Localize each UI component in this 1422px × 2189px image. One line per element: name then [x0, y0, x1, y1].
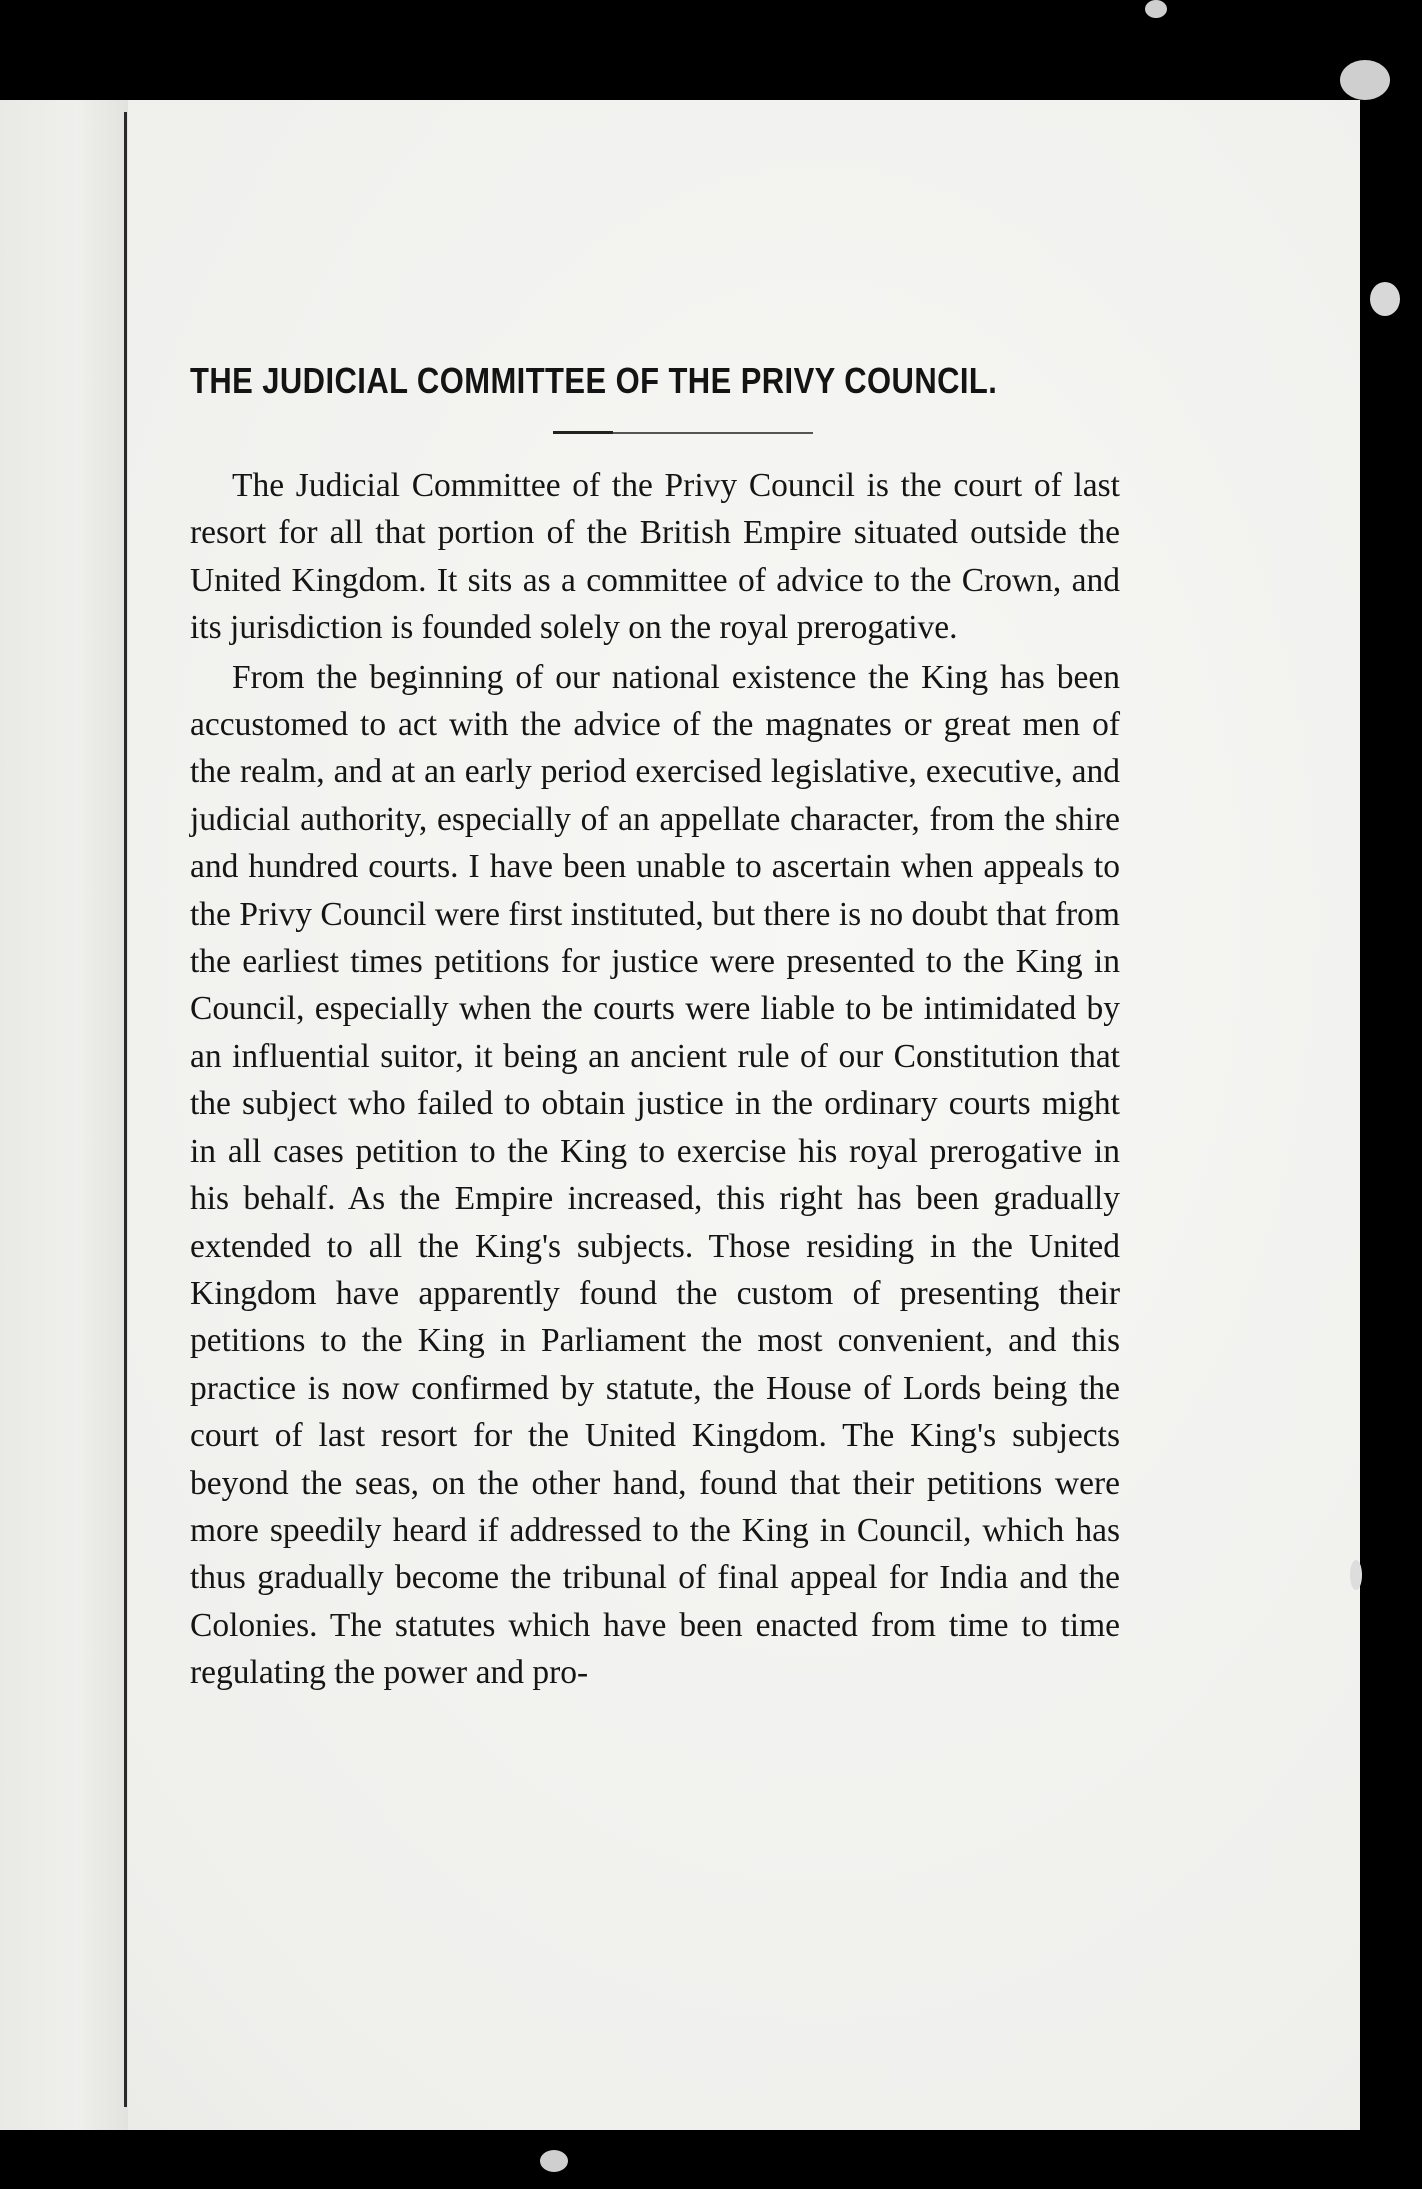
scan-speck [1340, 60, 1390, 100]
scan-speck [1145, 0, 1167, 18]
scan-border-top [0, 0, 1422, 100]
scan-speck [1370, 282, 1400, 316]
paragraph-2: From the beginning of our national existence the King has been accustomed to act with the advice of the magnates or great men of the realm, and at an early period exercised legislative, executive, and judicial authority, especially of an appellate character, from the shire and hundred courts. I have been unable to ascertain when appeals to the Privy Council were first instituted, but there is no doubt that from the earliest times petitions for justice were presented to the King in Council, especially when the courts were liable to be intimidated by an influential suitor, it being an ancient rule of our Constitution that the subject who failed to obtain justice in the ordinary courts might in all cases petition to the King to exercise his royal prerogative in his behalf. As the Empire increased, this right has been gradually extended to all the King's subjects. Those residing in the United Kingdom have apparently found the custom of presenting their petitions to the King in Parliament the most convenient, and this practice is now confirmed by statute, the House of Lords being the court of last resort for the United Kingdom. The King's subjects beyond the seas, on the other hand, found that their petitions were more speedily heard if addressed to the King in Council, which has thus gradually become the tribunal of final appeal for India and the Colonies. The statutes which have been enacted from time to time regulating the power and pro- [190, 658, 1120, 1692]
page-gutter [0, 100, 128, 2130]
title-divider [553, 432, 813, 434]
gutter-line [124, 112, 127, 2107]
scan-border-bottom [0, 2130, 1422, 2189]
page-title: THE JUDICIAL COMMITTEE OF THE PRIVY COUNCIL. [190, 360, 998, 401]
page-text [190, 360, 1120, 1697]
scan-speck [1350, 1560, 1362, 1590]
paragraph-1: The Judicial Committee of the Privy Council is the court of last resort for all that portion of the British Empire situated outside the United Kingdom. It sits as a committee of advice to the Crown, and its jurisdiction is founded solely on the royal prerogative. [190, 467, 1120, 647]
scan-speck [540, 2150, 568, 2172]
scan-border-right [1360, 100, 1422, 2130]
